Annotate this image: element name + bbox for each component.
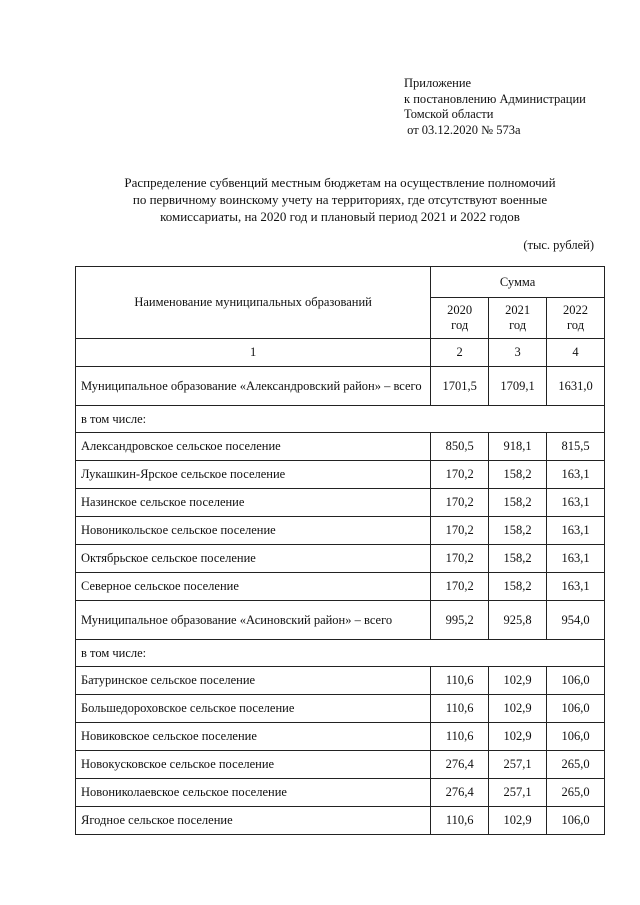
- table-body: [76, 339, 605, 835]
- appendix-line: Томской области: [404, 107, 494, 121]
- municipality-name: Лукашкин-Ярское сельское поселение: [76, 461, 431, 489]
- title-line: по первичному воинскому учету на территориях, где отсутствуют военные: [132, 192, 548, 207]
- amount-2021: 925,8: [489, 601, 547, 640]
- municipality-name: Октябрьское сельское поселение: [76, 545, 431, 573]
- amount-2022: 163,1: [547, 545, 605, 573]
- column-header-year: [547, 298, 605, 339]
- amount-2020: 110,6: [431, 723, 489, 751]
- index-cell: 2: [431, 339, 489, 367]
- amount-2020: 170,2: [431, 517, 489, 545]
- amount-2021: 158,2: [489, 517, 547, 545]
- column-header-sum: Сумма: [431, 267, 605, 298]
- settlement-row: [76, 461, 605, 489]
- column-header-name: Наименование муниципальных образований: [76, 267, 431, 339]
- municipality-name: Новиковское сельское поселение: [76, 723, 431, 751]
- settlement-row: [76, 807, 605, 835]
- amount-2021: 257,1: [489, 751, 547, 779]
- municipality-name: Муниципальное образование «Александровский район» – всего: [76, 367, 431, 406]
- column-header-year: [489, 298, 547, 339]
- column-header-year: [431, 298, 489, 339]
- municipality-name: Новониколаевское сельское поселение: [76, 779, 431, 807]
- settlement-row: [76, 779, 605, 807]
- amount-2021: 158,2: [489, 461, 547, 489]
- amount-2020: 110,6: [431, 667, 489, 695]
- district-total-row: [76, 601, 605, 640]
- units-label: (тыс. рублей): [523, 238, 594, 252]
- municipality-name: Новокусковское сельское поселение: [76, 751, 431, 779]
- settlement-row: [76, 489, 605, 517]
- appendix-line: от 03.12.2020 № 573а: [404, 122, 521, 137]
- amount-2022: 954,0: [547, 601, 605, 640]
- year-word: год: [509, 318, 527, 332]
- amount-2020: 110,6: [431, 695, 489, 723]
- index-row: [76, 339, 605, 367]
- amount-2022: 106,0: [547, 723, 605, 751]
- amount-2021: 158,2: [489, 573, 547, 601]
- appendix-block: [404, 76, 586, 138]
- settlement-row: [76, 545, 605, 573]
- amount-2020: 276,4: [431, 751, 489, 779]
- year-value: 2020: [447, 303, 473, 317]
- title-line: комиссариаты, на 2020 год и плановый период 2021 и 2022 годов: [160, 209, 520, 224]
- municipality-name: Ягодное сельское поселение: [76, 807, 431, 835]
- title-line: Распределение субвенций местным бюджетам на осуществление полномочий: [124, 175, 556, 190]
- amount-2021: 257,1: [489, 779, 547, 807]
- amount-2022: 106,0: [547, 695, 605, 723]
- year-word: год: [566, 318, 585, 332]
- amount-2022: 163,1: [547, 489, 605, 517]
- amount-2020: 276,4: [431, 779, 489, 807]
- amount-2020: 170,2: [431, 573, 489, 601]
- municipality-name: Александровское сельское поселение: [76, 433, 431, 461]
- subtotal-label-row: [76, 640, 605, 667]
- settlement-row: [76, 517, 605, 545]
- amount-2020: 170,2: [431, 545, 489, 573]
- settlement-row: [76, 723, 605, 751]
- index-cell: 1: [76, 339, 431, 367]
- amount-2022: 163,1: [547, 461, 605, 489]
- municipality-name: Северное сельское поселение: [76, 573, 431, 601]
- amount-2020: 110,6: [431, 807, 489, 835]
- amount-2020: 170,2: [431, 489, 489, 517]
- amount-2021: 158,2: [489, 489, 547, 517]
- amount-2021: 102,9: [489, 723, 547, 751]
- amount-2020: 1701,5: [431, 367, 489, 406]
- amount-2021: 1709,1: [489, 367, 547, 406]
- amount-2022: 106,0: [547, 667, 605, 695]
- district-total-row: [76, 367, 605, 406]
- amount-2021: 102,9: [489, 695, 547, 723]
- index-cell: 3: [489, 339, 547, 367]
- document-title: [70, 174, 610, 225]
- amount-2020: 170,2: [431, 461, 489, 489]
- settlement-row: [76, 667, 605, 695]
- amount-2022: 815,5: [547, 433, 605, 461]
- year-value: 2021: [505, 303, 531, 317]
- appendix-line: к постановлению Администрации: [404, 91, 586, 106]
- appendix-line: Приложение: [404, 76, 472, 90]
- amount-2022: 163,1: [547, 517, 605, 545]
- subtotal-label: в том числе:: [76, 640, 605, 667]
- municipality-name: Батуринское сельское поселение: [76, 667, 431, 695]
- amount-2022: 1631,0: [547, 367, 605, 406]
- subtotal-label-row: [76, 406, 605, 433]
- settlement-row: [76, 751, 605, 779]
- year-value: 2022: [563, 303, 589, 317]
- settlement-row: [76, 433, 605, 461]
- amount-2022: 265,0: [547, 751, 605, 779]
- amount-2020: 995,2: [431, 601, 489, 640]
- index-cell: 4: [547, 339, 605, 367]
- settlement-row: [76, 573, 605, 601]
- amount-2021: 102,9: [489, 667, 547, 695]
- amount-2021: 102,9: [489, 807, 547, 835]
- subtotal-label: в том числе:: [76, 406, 605, 433]
- municipality-name: Большедороховское сельское поселение: [76, 695, 431, 723]
- amount-2021: 158,2: [489, 545, 547, 573]
- municipality-name: Назинское сельское поселение: [76, 489, 431, 517]
- municipality-name: Муниципальное образование «Асиновский район» – всего: [76, 601, 431, 640]
- year-word: год: [451, 318, 469, 332]
- amount-2022: 265,0: [547, 779, 605, 807]
- subsidy-table: [75, 266, 605, 835]
- municipality-name: Новоникольское сельское поселение: [76, 517, 431, 545]
- amount-2021: 918,1: [489, 433, 547, 461]
- amount-2020: 850,5: [431, 433, 489, 461]
- amount-2022: 106,0: [547, 807, 605, 835]
- amount-2022: 163,1: [547, 573, 605, 601]
- settlement-row: [76, 695, 605, 723]
